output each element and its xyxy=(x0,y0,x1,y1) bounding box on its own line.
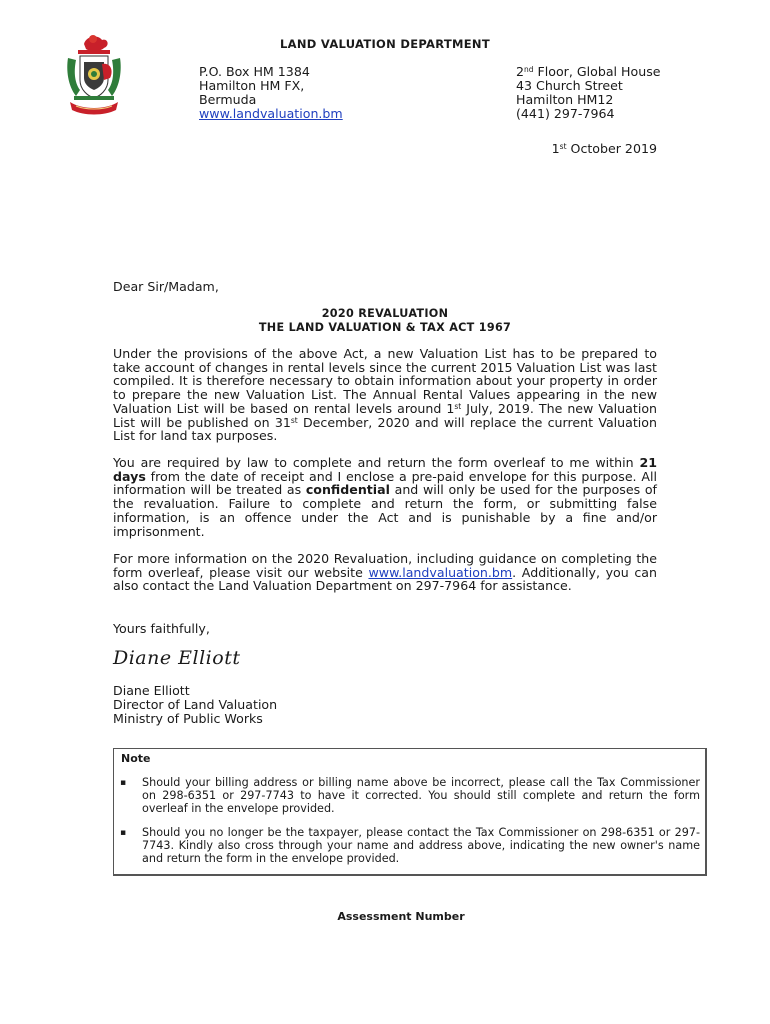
body-paragraph-3 xyxy=(113,552,657,593)
letter-date xyxy=(552,141,657,156)
p2-text-c: and will only be used for the purposes of the revaluation. Failure to complete and return the form, or submitting false information, is an offence under the Act and is punishable by a fine and/or imprisonment. xyxy=(113,482,657,539)
p1-text-a: Under the provisions of the above Act, a new Valuation List has to be prepared to take account of changes in rental levels since the current 2015 Valuation List was last compiled. It is therefore necessary to obtain information about your property in order to prepare the new Valuation List. The Annual Rental Values appearing in the new Valuation List will be based on rental levels around 1 xyxy=(113,346,657,416)
p2-text-b: from the date of receipt and I enclose a pre-paid envelope for this purpose. All information will be treated as xyxy=(113,468,657,498)
p1-sup-1: st xyxy=(454,401,462,411)
p1-text-b: July, 2019. The new Valuation List will be published on 31 xyxy=(113,400,658,430)
signatory-block xyxy=(113,684,277,726)
p2-text-a: You are required by law to complete and return the form overleaf to me within xyxy=(113,455,640,470)
postal-address-line: Bermuda xyxy=(199,92,257,107)
postal-address-line: Hamilton HM FX, xyxy=(199,78,305,93)
p1-text-c: December, 2020 and will replace the current Valuation List for land tax purposes. xyxy=(113,414,657,444)
street-address-line: Hamilton HM12 xyxy=(516,92,614,107)
date-suffix: st xyxy=(559,142,567,151)
street-address xyxy=(516,65,661,121)
handwritten-signature: Diane Elliott xyxy=(113,647,241,669)
signatory-name: Diane Elliott xyxy=(113,683,190,698)
website-link[interactable]: www.landvaluation.bm xyxy=(199,106,343,121)
street-address-floor xyxy=(516,65,661,79)
p3-website-link[interactable]: www.landvaluation.bm xyxy=(368,564,513,580)
note-item xyxy=(120,827,700,865)
body-paragraph-1 xyxy=(113,347,657,443)
subject-line-2: THE LAND VALUATION & TAX ACT 1967 xyxy=(258,320,512,334)
note-item-text: Should you no longer be the taxpayer, please contact the Tax Commissioner on 298-6351 or 297-7743. Kindly also cross through your name and address above, indicating the new owner's name and return the form in the envelope provided. xyxy=(142,826,700,865)
closing: Yours faithfully, xyxy=(113,621,210,636)
postal-address xyxy=(199,65,343,121)
bullet-icon: ▪ xyxy=(120,828,127,838)
floor-suffix: nd xyxy=(524,65,534,74)
note-box xyxy=(113,748,707,876)
assessment-number-label: Assessment Number xyxy=(337,910,465,923)
phone-number: (441) 297-7964 xyxy=(516,106,615,121)
note-title: Note xyxy=(121,752,151,765)
floor-number: 2 xyxy=(516,64,525,79)
date-rest: October 2019 xyxy=(566,141,657,156)
department-title: LAND VALUATION DEPARTMENT xyxy=(280,37,490,51)
signatory-ministry: Ministry of Public Works xyxy=(113,710,263,726)
date-day: 1 xyxy=(551,141,560,156)
subject-heading xyxy=(0,307,770,334)
note-item-text: Should your billing address or billing name above be incorrect, please call the Tax Commissioner on 298-6351 or 297-7743 to have it corrected. You should still complete and return the form overleaf in the envelope provided. xyxy=(142,776,700,815)
note-item xyxy=(120,777,700,815)
subject-line-1: 2020 REVALUATION xyxy=(321,307,449,320)
p3-text-a: For more information on the 2020 Revaluation, including guidance on completing the form overleaf, please visit our website xyxy=(113,551,657,580)
body-paragraph-2 xyxy=(113,456,657,538)
floor-rest: Floor, Global House xyxy=(533,64,661,79)
salutation: Dear Sir/Madam, xyxy=(113,279,219,294)
p2-confidential: confidential xyxy=(305,482,390,498)
postal-address-line: P.O. Box HM 1384 xyxy=(199,64,310,79)
bullet-icon: ▪ xyxy=(120,778,127,788)
p2-deadline: 21 days xyxy=(113,455,657,484)
p1-sup-2: st xyxy=(290,415,298,425)
signatory-title: Director of Land Valuation xyxy=(113,696,278,712)
street-address-line: 43 Church Street xyxy=(516,78,623,93)
p3-text-b: . Additionally, you can also contact the Land Valuation Department on 297-7964 for assistance. xyxy=(113,564,657,594)
